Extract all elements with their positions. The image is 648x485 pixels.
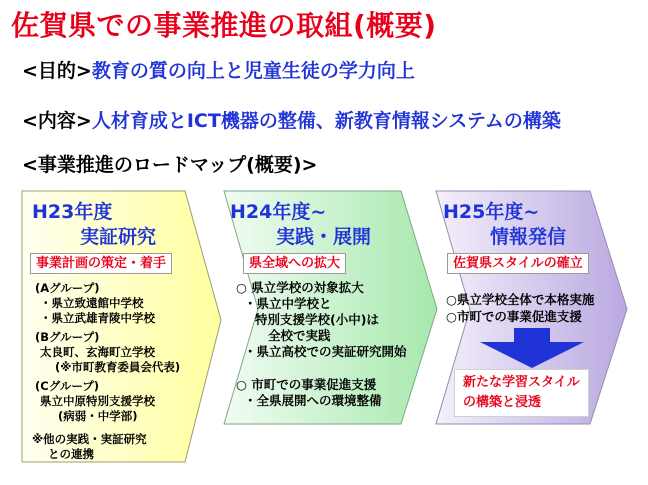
step3-phase	[490, 225, 566, 249]
step1-line: (Cグループ)	[35, 379, 100, 393]
page-title: 佐賀県での事業推進の取組(概要)	[11, 9, 437, 42]
step2-year	[230, 200, 326, 224]
step2-line: ・県立高校での実証研究開始	[244, 344, 407, 359]
step2-line: 特別支援学校(小中)は	[255, 312, 379, 327]
step2-line: ○ 市町での事業促進支援	[236, 377, 377, 392]
step3-year	[443, 200, 539, 224]
content-text: 人材育成とICT機器の整備、新教育情報システムの構築	[91, 110, 561, 132]
step2-phase	[276, 225, 371, 249]
step1-line: (※市町教育委員会代表)	[55, 360, 181, 374]
step3-result-line: の構築と浸透	[463, 395, 542, 410]
step1-line: (病弱・中学部)	[58, 409, 138, 423]
step1-line: 県立中原特別支援学校	[40, 394, 155, 408]
step2-line: ・県立中学校と	[244, 296, 332, 311]
step1-phase	[80, 225, 156, 249]
step3-badge: 佐賀県スタイルの確立	[447, 253, 589, 274]
step1-year-text: H23年度	[32, 201, 113, 223]
step1-line: ・県立致遠館中学校	[40, 296, 144, 310]
step1-badge: 事業計画の策定・着手	[30, 253, 172, 274]
step1-year	[32, 200, 112, 224]
step2-phase-text: 実践・展開	[276, 226, 372, 248]
step3-year-text: H25年度~	[443, 201, 540, 223]
step3-line: ○県立学校全体で本格実施	[446, 292, 595, 307]
purpose-text: 教育の質の向上と児童生徒の学力向上	[91, 60, 415, 82]
step3-result	[454, 369, 589, 417]
content-label: <内容>	[22, 110, 92, 132]
step1-line: ※他の実践・実証研究	[32, 432, 147, 446]
step1-line: との連携	[48, 447, 94, 461]
step1-line: ・県立武雄青陵中学校	[40, 311, 155, 325]
step1-line: (Bグループ)	[35, 330, 100, 344]
step2-line: ・全県展開への環境整備	[244, 393, 382, 408]
step3-phase-text: 情報発信	[490, 226, 567, 248]
step2-line: ○ 県立学校の対象拡大	[236, 280, 364, 295]
down-arrow-icon	[476, 328, 588, 370]
purpose-label: <目的>	[22, 60, 92, 82]
step1-line: (Aグループ)	[35, 281, 100, 295]
step1-line: 太良町、玄海町立学校	[40, 345, 155, 359]
step3-result-line: 新たな学習スタイル	[463, 375, 580, 390]
step2-badge: 県全域への拡大	[243, 253, 346, 274]
roadmap-heading: <事業推進のロードマップ(概要)>	[22, 154, 318, 176]
step1-phase-text: 実証研究	[80, 226, 157, 248]
step2-year-text: H24年度~	[230, 201, 327, 223]
step2-line: 全校で実践	[268, 328, 331, 343]
step3-line: ○市町での事業促進支援	[446, 309, 582, 324]
